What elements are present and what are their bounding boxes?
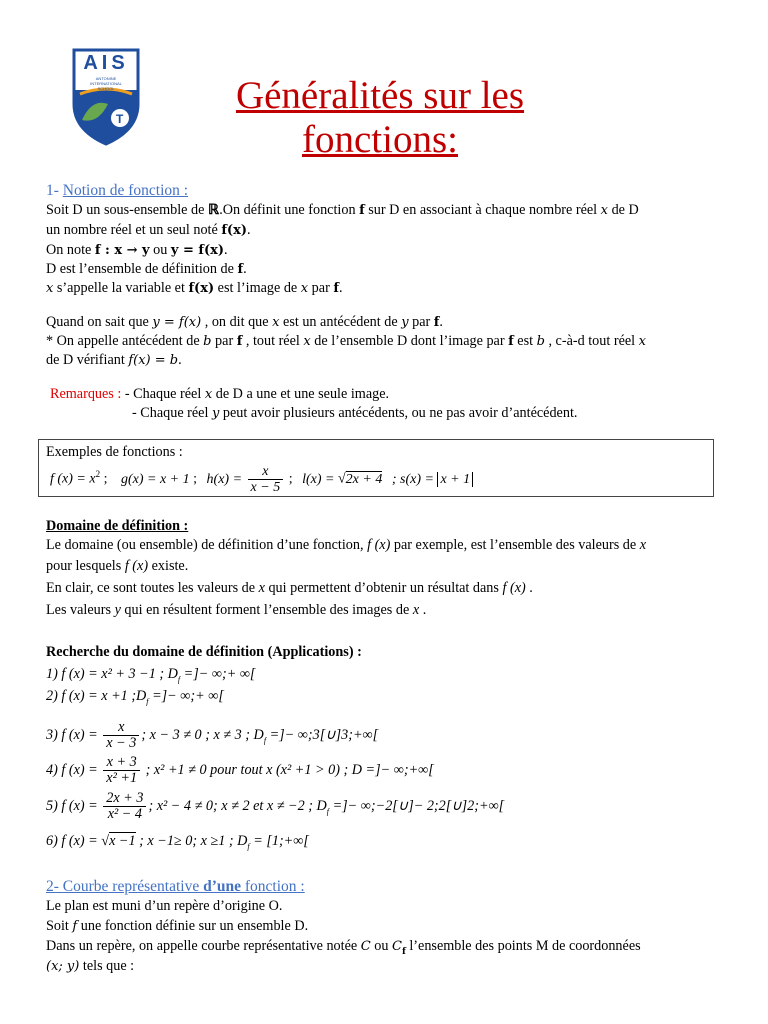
examples-label: Exemples de fonctions : [46, 444, 183, 460]
domain-heading: Domaine de définition : [46, 518, 189, 534]
school-logo [70, 46, 142, 146]
application-1: 1) f (x) = x² + 3 −1 ; $D_f$ =]− ∞;+ ∞[ [46, 666, 256, 684]
paragraph-line: Les valeurs y qui en résultent forment l’ensemble des images de x . [46, 602, 427, 618]
paragraph-line: un nombre réel et un seul noté f(x). [46, 222, 251, 238]
page-title [150, 74, 610, 162]
remark-1: Remarques : - Chaque réel x de D a une et une seule image. [50, 386, 390, 402]
paragraph-line: de D vérifiant f(x) = b. [46, 352, 182, 368]
application-6: 6) f (x) = √x −1 ; x −1≥ 0; x ≥1 ; $D_f$ = [1;+∞[ [46, 833, 309, 851]
application-5: 5) f (x) = $\frac{2x + 3}{\text{x² − 4}}$ ; x² − 4 ≠ 0; x ≠ 2 et x ≠ −2 ; $D_f$ =]− ∞;−2[∪]− 2;2[∪]2;+∞[ [46, 790, 505, 823]
paragraph-line: * On appelle antécédent de b par f , tout réel x de l’ensemble D dont l’image par f est b , c-à-d tout réel x [46, 333, 646, 349]
logo-text: AIS [83, 52, 129, 74]
paragraph-line: Soit D un sous-ensemble de ℝ.On définit une fonction f sur D en associant à chaque nombre réel x de D [46, 202, 639, 218]
title-line-1: Généralités sur les [235, 74, 525, 117]
paragraph-line: En clair, ce sont toutes les valeurs de x qui permettent d’obtenir un résultat dans f (x) . [46, 580, 533, 596]
application-3: 3) f (x) = $\frac{x}{x - 3}$ ; x − 3 ≠ 0 ; x ≠ 3 ; $D_f$ =]− ∞;3[∪]3;+∞[ [46, 719, 379, 752]
application-4: 4) f (x) = $\frac{x + 3}{\text{x² +1}}$ ; x² +1 ≠ 0 pour tout x (x² +1 > 0) ; D =]− ∞;+∞[ [46, 754, 434, 787]
application-2: 2) f (x) = x +1 $;D_f$ =]− ∞;+ ∞[ [46, 688, 224, 706]
paragraph-line: Le plan est muni d’un repère d’origine O. [46, 898, 283, 914]
paragraph-line: Le domaine (ou ensemble) de définition d’une fonction, f (x) par exemple, est l’ensemble des valeurs de x [46, 537, 647, 553]
paragraph-line: (x; y) tels que : [46, 958, 135, 974]
title-line-2: fonctions: [302, 118, 458, 161]
logo-subtext: ANTONINE INTERNATIONAL SCHOOL [90, 76, 122, 91]
svg-text:T: T [116, 112, 124, 126]
applications-heading: Recherche du domaine de définition (Applications) : [46, 644, 362, 660]
section-2-heading: 2- Courbe représentative d’une fonction : [46, 878, 305, 895]
examples-formulas: f $(x) = x^2$ ; g(x) = x + 1 ; h(x) = $\frac{x}{x - 5}$ ; l(x) = √2x + 4 ; s(x) = x + 1 [50, 464, 473, 495]
paragraph-line: Dans un repère, on appelle courbe représentative notée C ou $C_f$ l’ensemble des points M de coordonnées [46, 938, 641, 957]
remark-2: - Chaque réel y peut avoir plusieurs antécédents, ou ne pas avoir d’antécédent. [132, 405, 578, 421]
paragraph-line: x s’appelle la variable et f(x) est l’image de x par f. [46, 280, 343, 296]
paragraph-line: pour lesquels f (x) existe. [46, 558, 189, 574]
paragraph-line: On note f : x → y ou y = f(x). [46, 242, 228, 258]
remarks-label: Remarques : [50, 386, 122, 402]
paragraph-line: Quand on sait que y = f(x) , on dit que x est un antécédent de y par f. [46, 314, 443, 330]
paragraph-line: Soit f une fonction définie sur un ensemble D. [46, 918, 309, 934]
paragraph-line: D est l’ensemble de définition de f. [46, 261, 247, 277]
section-1-heading: 1- Notion de fonction : [46, 182, 189, 199]
